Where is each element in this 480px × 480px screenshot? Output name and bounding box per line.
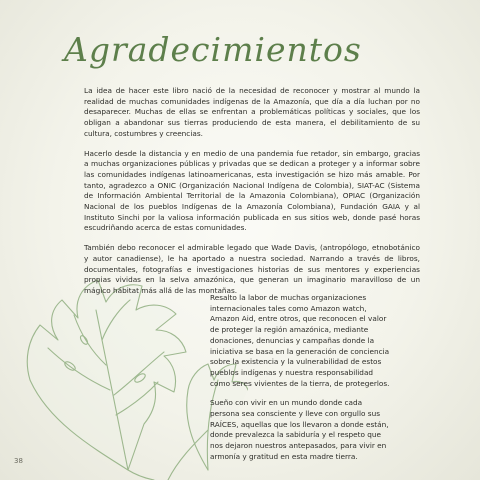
page-number: 38	[14, 457, 23, 465]
paragraph: Sueño con vivir en un mundo donde cada persona sea consciente y lleve con orgullo sus RAÍCES, aquellas que los llevaron a donde están, donde prevalezca la sabiduría y el respeto que nos dejaron nuestros antepasados, para vivir en armonía y gratitud en esta madre tierra.	[210, 398, 389, 461]
main-text-column	[84, 86, 420, 306]
paragraph: La idea de hacer este libro nació de la necesidad de reconocer y mostrar al mundo la realidad de muchas comunidades indígenas de la Amazonía, que día a día luchan por no desaparecer. Muchas de ellas se enfrentan a problemáticas políticas y sociales, que los obligan a abandonar sus tierras produciendo de esta manera, el debilitamiento de su cultura, costumbres y creencias.	[84, 86, 420, 138]
paragraph: Resalto la labor de muchas organizaciones internacionales tales como Amazon watch, Amazon Aid, entre otros, que reconocen el valor de proteger la región amazónica, mediante donaciones, denuncias y campañas donde la iniciativa se basa en la generación de conciencia sobre la existencia y la vulnerabilidad de estos pueblos indígenas y nuestra responsabilidad como seres vivientes de la tierra, de protegerlos.	[210, 293, 390, 388]
paragraph: Hacerlo desde la distancia y en medio de una pandemia fue retador, sin embargo, gracias a muchas organizaciones públicas y privadas que se dedican a proteger y a informar sobre las comunidades indígenas latinoamericanas, esta investigación se hizo más amable. Por tanto, agradezco a ONIC (Organización Nacional Indígena de Colombia), SIAT-AC (Sistema de Información Ambiental Territorial de la Amazonia Colombiana), OPIAC (Organización Nacional de los pueblos Indígenas de la Amazonía Colombiana), Fundación GAIA y al Instituto Sinchi por la valiosa información publicada en sus sitios web, donde pasé horas escudriñando acerca de estas comunidades.	[84, 148, 420, 233]
right-text-column	[210, 293, 392, 472]
paragraph: También debo reconocer el admirable legado que Wade Davis, (antropólogo, etnobotánico y autor canadiense), le ha aportado a nuestra sociedad. Narrando a través de libros, documentales, fotografías e investigaciones historias de sus mentores y experiencias propias vividas en la selva amazónica, que generan un imaginario maravilloso de un mágico hábitat más allá de las montañas.	[84, 243, 420, 295]
page-title: Agradecimientos	[64, 30, 362, 69]
